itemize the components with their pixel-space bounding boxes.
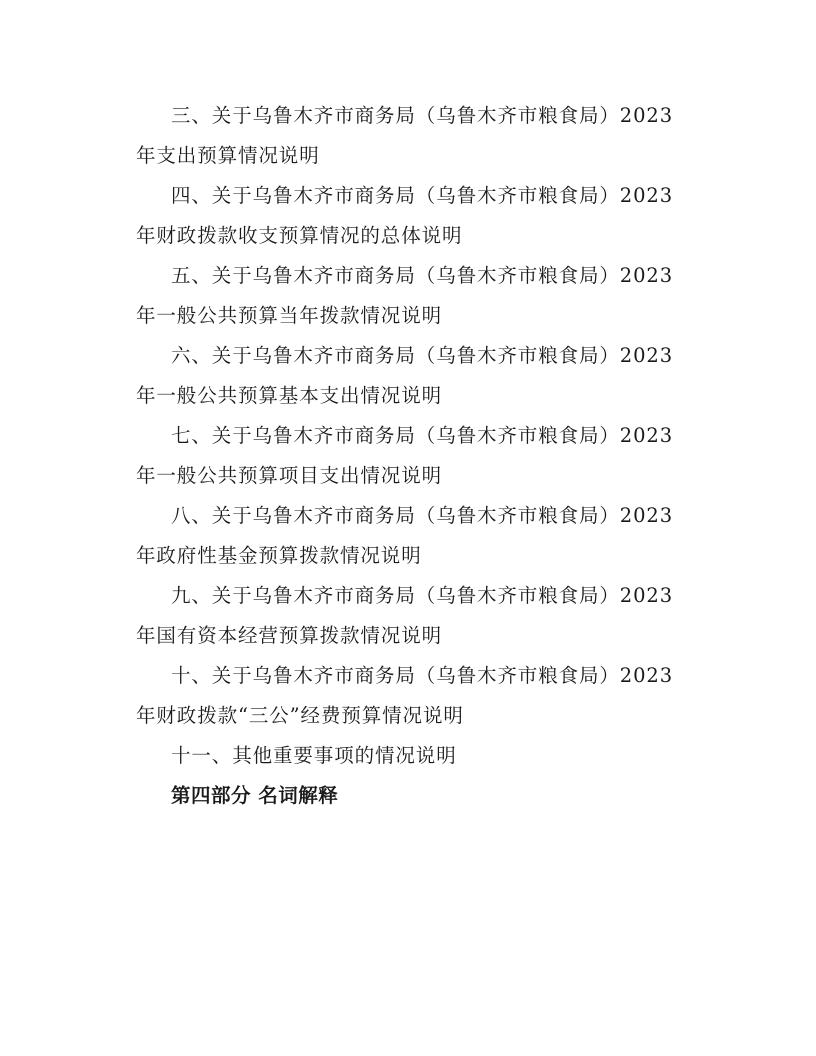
- toc-item-4: [136, 176, 686, 256]
- toc-item-8: [136, 496, 686, 576]
- toc-item-line-2: 年财政拨款收支预算情况的总体说明: [136, 224, 463, 247]
- toc-item-line-2: 年一般公共预算基本支出情况说明: [136, 384, 443, 407]
- toc-item-line-1: 六、关于乌鲁木齐市商务局（乌鲁木齐市粮食局）2023: [171, 344, 674, 367]
- toc-item-3: [136, 96, 686, 176]
- toc-item-line-2: 年支出预算情况说明: [136, 144, 320, 167]
- document-page: [136, 96, 686, 816]
- toc-item-line-1: 四、关于乌鲁木齐市商务局（乌鲁木齐市粮食局）2023: [171, 184, 674, 207]
- part-four-section: [136, 776, 686, 816]
- toc-item-7: [136, 416, 686, 496]
- toc-item-line-1: 十一、其他重要事项的情况说明: [171, 744, 457, 767]
- part-four-heading: 第四部分 名词解释: [171, 784, 339, 807]
- toc-item-9: [136, 576, 686, 656]
- toc-item-line-1: 五、关于乌鲁木齐市商务局（乌鲁木齐市粮食局）2023: [171, 264, 674, 287]
- toc-item-line-1: 七、关于乌鲁木齐市商务局（乌鲁木齐市粮食局）2023: [171, 424, 674, 447]
- toc-item-line-1: 八、关于乌鲁木齐市商务局（乌鲁木齐市粮食局）2023: [171, 504, 674, 527]
- toc-item-line-2: 年一般公共预算当年拨款情况说明: [136, 304, 443, 327]
- toc-item-line-2: 年财政拨款“三公”经费预算情况说明: [136, 704, 464, 727]
- toc-item-6: [136, 336, 686, 416]
- toc-item-line-2: 年一般公共预算项目支出情况说明: [136, 464, 443, 487]
- toc-item-line-2: 年国有资本经营预算拨款情况说明: [136, 624, 443, 647]
- toc-item-line-2: 年政府性基金预算拨款情况说明: [136, 544, 422, 567]
- toc-item-10: [136, 656, 686, 736]
- toc-item-line-1: 三、关于乌鲁木齐市商务局（乌鲁木齐市粮食局）2023: [171, 104, 674, 127]
- toc-item-11: [136, 736, 686, 776]
- toc-item-5: [136, 256, 686, 336]
- toc-item-line-1: 十、关于乌鲁木齐市商务局（乌鲁木齐市粮食局）2023: [171, 664, 674, 687]
- toc-item-line-1: 九、关于乌鲁木齐市商务局（乌鲁木齐市粮食局）2023: [171, 584, 674, 607]
